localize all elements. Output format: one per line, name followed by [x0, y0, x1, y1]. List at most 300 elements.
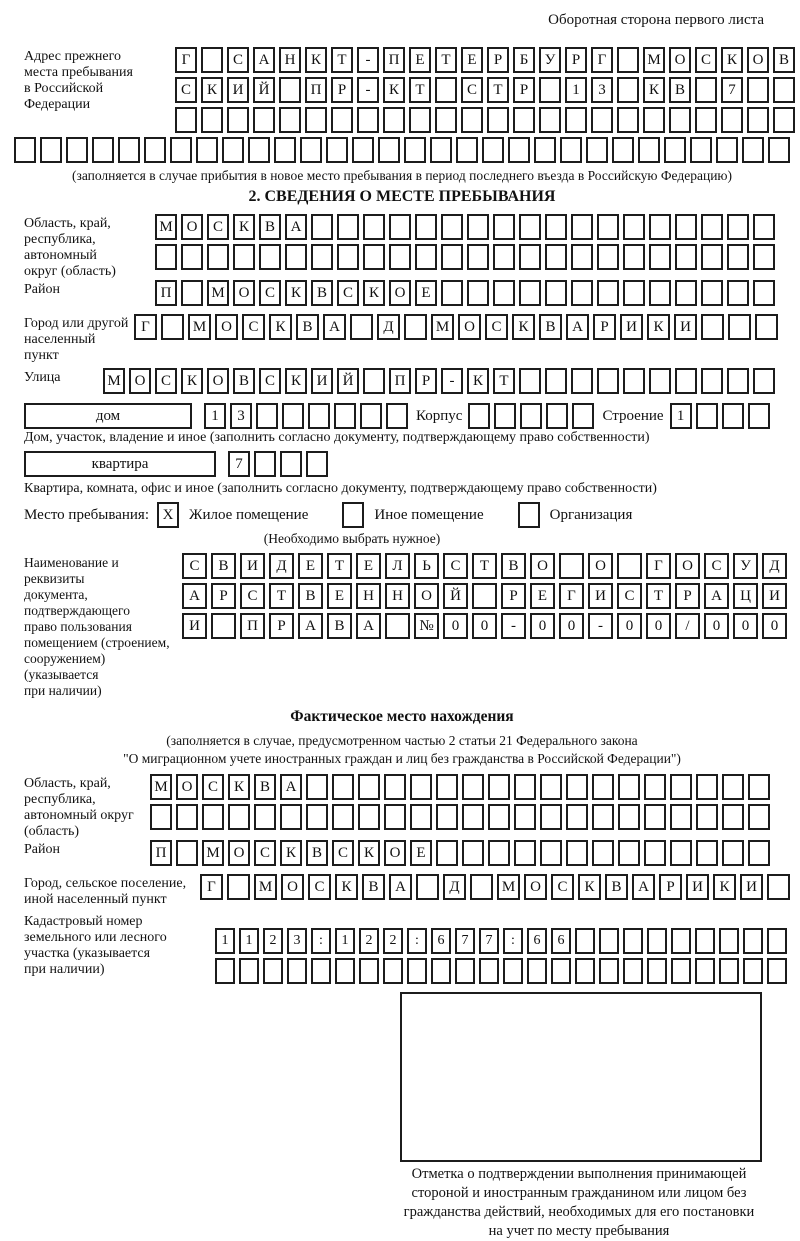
char-cell	[565, 107, 587, 133]
char-cell: 7	[479, 928, 499, 954]
char-cell	[207, 244, 229, 270]
char-cell	[696, 403, 718, 429]
char-cell: К	[363, 280, 385, 306]
char-cell	[92, 137, 114, 163]
char-cell	[436, 804, 458, 830]
char-cell	[753, 280, 775, 306]
char-cell	[308, 403, 330, 429]
char-cell: 1	[335, 928, 355, 954]
char-cell: В	[298, 583, 323, 609]
char-cell: 0	[472, 613, 497, 639]
document-label: Наименование и реквизиты документа, подтверждающего право пользования помещением (строением, сооружением) (указывается при наличии)	[24, 555, 170, 698]
char-cell: О	[747, 47, 769, 73]
char-cell: Г	[134, 314, 157, 340]
stamp-box	[400, 992, 762, 1162]
char-cell: В	[362, 874, 385, 900]
char-cell: С	[175, 77, 197, 103]
char-cell	[201, 107, 223, 133]
char-cell: С	[240, 583, 265, 609]
char-cell	[462, 774, 484, 800]
stay-type-note: (Необходимо выбрать нужное)	[263, 531, 441, 546]
char-cell	[280, 451, 302, 477]
region-block	[12, 214, 792, 280]
char-cell	[40, 137, 62, 163]
checkbox-residential: X	[157, 502, 179, 528]
char-cell: А	[285, 214, 307, 240]
char-cell: Р	[675, 583, 700, 609]
char-cell	[696, 804, 718, 830]
char-cell: О	[389, 280, 411, 306]
char-cell: -	[441, 368, 463, 394]
char-cell	[441, 214, 463, 240]
char-cell	[695, 107, 717, 133]
char-cell	[727, 280, 749, 306]
char-cell	[675, 214, 697, 240]
char-cell: М	[150, 774, 172, 800]
char-cell: В	[327, 613, 352, 639]
char-cell: П	[383, 47, 405, 73]
district-label: Район	[24, 282, 60, 297]
char-cell	[747, 77, 769, 103]
char-cell: М	[254, 874, 277, 900]
char-cell	[430, 137, 452, 163]
char-cell: М	[202, 840, 224, 866]
char-cell	[441, 244, 463, 270]
char-cell	[675, 368, 697, 394]
char-cell	[664, 137, 686, 163]
char-cell: 3	[287, 928, 307, 954]
char-cell	[435, 77, 457, 103]
char-cell: С	[617, 583, 642, 609]
char-cell: Е	[410, 840, 432, 866]
char-cell	[566, 774, 588, 800]
char-cell	[493, 244, 515, 270]
char-cell: /	[675, 613, 700, 639]
char-cell	[597, 214, 619, 240]
char-cell: Й	[443, 583, 468, 609]
char-cell	[575, 928, 595, 954]
char-row	[155, 214, 779, 240]
char-cell: №	[414, 613, 439, 639]
char-cell: Р	[565, 47, 587, 73]
char-cell	[513, 107, 535, 133]
char-cell	[695, 928, 715, 954]
char-cell: П	[150, 840, 172, 866]
char-cell	[671, 928, 691, 954]
cadastral-block	[12, 912, 792, 988]
option-label-residential: Жилое помещение	[189, 506, 309, 523]
char-cell	[623, 368, 645, 394]
char-cell	[560, 137, 582, 163]
char-cell	[279, 77, 301, 103]
char-cell	[545, 214, 567, 240]
char-cell: И	[686, 874, 709, 900]
char-cell: К	[269, 314, 292, 340]
char-cell	[767, 958, 787, 984]
char-cell: Р	[487, 47, 509, 73]
char-cell: О	[129, 368, 151, 394]
char-cell: Д	[443, 874, 466, 900]
char-cell: О	[384, 840, 406, 866]
char-cell: 0	[646, 613, 671, 639]
char-cell	[358, 804, 380, 830]
actual-location-title: Фактическое место нахождения	[290, 708, 514, 725]
prev-address-block	[12, 47, 792, 137]
apartment-caption: Квартира, комната, офис и иное (заполнить согласно документу, подтверждающему право собственности)	[24, 481, 657, 496]
char-cell	[155, 244, 177, 270]
char-cell	[753, 244, 775, 270]
char-cell: К	[721, 47, 743, 73]
char-cell	[743, 928, 763, 954]
char-cell: И	[182, 613, 207, 639]
char-cell	[300, 137, 322, 163]
char-cell: К	[285, 280, 307, 306]
char-cell: Ь	[414, 553, 439, 579]
char-cell: Д	[762, 553, 787, 579]
char-cell: М	[188, 314, 211, 340]
char-cell	[352, 137, 374, 163]
city-row	[12, 314, 792, 364]
char-cell	[623, 244, 645, 270]
street-label: Улица	[24, 370, 61, 385]
char-cell	[767, 874, 790, 900]
fact-region-label: Область, край, республика, автономный округ (область)	[24, 776, 134, 839]
char-cell	[618, 774, 640, 800]
char-cell	[215, 958, 235, 984]
char-cell: Р	[211, 583, 236, 609]
char-cell	[363, 214, 385, 240]
char-cell	[253, 107, 275, 133]
char-cell	[519, 244, 541, 270]
char-cell: О	[414, 583, 439, 609]
char-cell	[494, 403, 516, 429]
char-cell	[407, 958, 427, 984]
char-cell	[540, 774, 562, 800]
char-cell: Л	[385, 553, 410, 579]
char-cell	[649, 244, 671, 270]
char-cell	[350, 314, 373, 340]
char-cell: 0	[704, 613, 729, 639]
char-cell: О	[176, 774, 198, 800]
char-cell: К	[228, 774, 250, 800]
char-cell: Т	[493, 368, 515, 394]
section2-title: 2. СВЕДЕНИЯ О МЕСТЕ ПРЕБЫВАНИЯ	[248, 188, 556, 205]
char-cell: К	[643, 77, 665, 103]
char-cell	[623, 928, 643, 954]
char-cell	[467, 244, 489, 270]
char-cell	[618, 804, 640, 830]
char-cell: Г	[200, 874, 223, 900]
char-cell	[311, 958, 331, 984]
char-cell	[431, 958, 451, 984]
char-cell	[597, 280, 619, 306]
char-cell	[410, 774, 432, 800]
char-cell	[468, 403, 490, 429]
char-row	[670, 403, 774, 429]
char-cell: В	[539, 314, 562, 340]
char-cell	[753, 214, 775, 240]
char-cell	[493, 280, 515, 306]
char-cell	[359, 958, 379, 984]
char-cell: К	[383, 77, 405, 103]
char-cell	[363, 244, 385, 270]
char-cell	[170, 137, 192, 163]
char-cell: 1	[204, 403, 226, 429]
city-label: Город или другой населенный пункт	[24, 316, 129, 363]
char-cell	[248, 137, 270, 163]
char-cell	[675, 244, 697, 270]
char-cell: -	[357, 47, 379, 73]
char-cell	[467, 280, 489, 306]
stroenie-label: Строение	[602, 407, 664, 424]
char-cell: А	[280, 774, 302, 800]
char-cell	[721, 107, 743, 133]
char-cell: Е	[356, 553, 381, 579]
char-cell: Д	[377, 314, 400, 340]
char-cell: 1	[565, 77, 587, 103]
char-cell: 1	[215, 928, 235, 954]
char-cell	[389, 244, 411, 270]
char-cell	[311, 214, 333, 240]
char-cell	[280, 804, 302, 830]
char-cell: В	[605, 874, 628, 900]
char-cell: Т	[646, 583, 671, 609]
char-cell	[332, 774, 354, 800]
char-cell	[701, 280, 723, 306]
document-grid	[182, 553, 791, 643]
char-cell	[617, 77, 639, 103]
char-cell	[306, 451, 328, 477]
char-cell	[305, 107, 327, 133]
char-cell: Г	[591, 47, 613, 73]
char-cell	[716, 137, 738, 163]
char-cell	[282, 403, 304, 429]
char-cell	[383, 958, 403, 984]
char-cell: Е	[530, 583, 555, 609]
option-label-organization: Организация	[549, 506, 633, 523]
char-cell: П	[240, 613, 265, 639]
char-cell	[150, 804, 172, 830]
char-cell: К	[201, 77, 223, 103]
char-cell: Р	[513, 77, 535, 103]
char-cell: С	[485, 314, 508, 340]
checkbox-other-premises	[342, 502, 364, 528]
char-cell: С	[242, 314, 265, 340]
char-cell	[196, 137, 218, 163]
stay-type-row	[24, 502, 792, 528]
char-cell	[334, 403, 356, 429]
option-label-other-premises: Иное помещение	[374, 506, 484, 523]
char-cell	[566, 804, 588, 830]
char-cell	[176, 804, 198, 830]
char-cell	[753, 368, 775, 394]
char-cell	[623, 280, 645, 306]
char-cell: О	[588, 553, 613, 579]
char-cell	[456, 137, 478, 163]
stamp-caption: Отметка о подтверждении выполнения принимающей стороной и иностранным гражданином или лицом без гражданства действий, необходимых для его постановки на учет по месту пребывания	[403, 1166, 755, 1239]
char-cell	[728, 314, 751, 340]
char-cell	[767, 928, 787, 954]
char-cell	[274, 137, 296, 163]
char-cell	[462, 804, 484, 830]
char-row	[103, 368, 779, 394]
char-cell	[493, 214, 515, 240]
char-cell	[144, 137, 166, 163]
char-cell	[227, 107, 249, 133]
char-cell	[378, 137, 400, 163]
char-cell	[462, 840, 484, 866]
char-cell: О	[228, 840, 250, 866]
char-cell: С	[551, 874, 574, 900]
char-cell	[514, 804, 536, 830]
char-cell	[644, 774, 666, 800]
fact-region-grid	[150, 774, 774, 834]
char-cell	[488, 804, 510, 830]
char-cell	[357, 107, 379, 133]
char-cell	[748, 840, 770, 866]
char-cell	[638, 137, 660, 163]
char-cell	[332, 804, 354, 830]
char-cell: 1	[239, 928, 259, 954]
char-cell: Е	[415, 280, 437, 306]
char-cell	[254, 451, 276, 477]
char-cell: О	[281, 874, 304, 900]
char-cell: 6	[431, 928, 451, 954]
char-cell: К	[512, 314, 535, 340]
char-cell	[644, 840, 666, 866]
char-row	[468, 403, 598, 429]
char-cell: Т	[269, 583, 294, 609]
house-row	[24, 403, 792, 429]
char-cell: В	[669, 77, 691, 103]
char-cell: М	[497, 874, 520, 900]
char-cell	[695, 958, 715, 984]
char-cell	[176, 840, 198, 866]
char-cell: Р	[593, 314, 616, 340]
prev-address-grid	[175, 47, 799, 137]
char-cell: А	[389, 874, 412, 900]
char-cell	[527, 958, 547, 984]
char-cell: И	[588, 583, 613, 609]
char-cell: -	[588, 613, 613, 639]
char-cell	[545, 368, 567, 394]
char-cell: :	[407, 928, 427, 954]
char-cell: О	[181, 214, 203, 240]
char-cell: А	[253, 47, 275, 73]
char-cell	[279, 107, 301, 133]
char-row	[200, 874, 794, 900]
char-cell: М	[643, 47, 665, 73]
house-caption: Дом, участок, владение и иное (заполнить согласно документу, подтверждающему право собственности)	[24, 430, 650, 445]
char-cell: Б	[513, 47, 535, 73]
char-cell	[612, 137, 634, 163]
char-cell: С	[332, 840, 354, 866]
char-cell	[670, 774, 692, 800]
apartment-row	[24, 451, 792, 477]
char-cell	[617, 47, 639, 73]
char-cell: И	[674, 314, 697, 340]
char-cell	[335, 958, 355, 984]
char-cell	[202, 804, 224, 830]
fact-district-row	[12, 840, 792, 870]
char-cell: Е	[298, 553, 323, 579]
char-cell: Й	[337, 368, 359, 394]
char-cell	[617, 553, 642, 579]
char-cell: В	[211, 553, 236, 579]
char-cell: С	[308, 874, 331, 900]
char-cell	[487, 107, 509, 133]
char-row	[182, 553, 791, 579]
char-cell: В	[259, 214, 281, 240]
char-row	[204, 403, 412, 429]
char-row-full-width	[14, 137, 792, 163]
char-cell: 7	[721, 77, 743, 103]
char-cell	[701, 314, 724, 340]
char-cell: Р	[415, 368, 437, 394]
char-cell	[514, 840, 536, 866]
char-cell	[722, 804, 744, 830]
char-cell: В	[311, 280, 333, 306]
char-cell	[597, 244, 619, 270]
char-cell	[701, 368, 723, 394]
char-cell	[592, 804, 614, 830]
char-cell	[306, 804, 328, 830]
char-cell: 2	[263, 928, 283, 954]
char-cell	[571, 244, 593, 270]
char-cell	[748, 403, 770, 429]
char-cell: Т	[409, 77, 431, 103]
char-cell: К	[181, 368, 203, 394]
fact-city-label: Город, сельское поселение, иной населенный пункт	[24, 876, 187, 907]
char-cell: 3	[591, 77, 613, 103]
char-cell: К	[280, 840, 302, 866]
char-cell	[404, 137, 426, 163]
char-cell	[520, 403, 542, 429]
char-cell	[254, 804, 276, 830]
char-cell: Т	[331, 47, 353, 73]
char-cell: Н	[279, 47, 301, 73]
char-cell	[546, 403, 568, 429]
char-cell: А	[704, 583, 729, 609]
char-cell: А	[323, 314, 346, 340]
char-cell	[416, 874, 439, 900]
char-cell	[539, 77, 561, 103]
char-cell	[404, 314, 427, 340]
char-cell	[719, 958, 739, 984]
actual-location-note-line2: "О миграционном учете иностранных граждан и лиц без гражданства в Российской Федерации")	[123, 751, 681, 766]
char-row	[215, 958, 791, 984]
char-cell	[696, 774, 718, 800]
char-cell	[572, 403, 594, 429]
char-cell	[575, 958, 595, 984]
char-cell: К	[647, 314, 670, 340]
char-cell: И	[227, 77, 249, 103]
char-cell: А	[356, 613, 381, 639]
region-label: Область, край, республика, автономный округ (область)	[24, 216, 116, 279]
char-cell	[306, 774, 328, 800]
char-cell	[66, 137, 88, 163]
char-row	[150, 804, 774, 830]
char-cell: В	[306, 840, 328, 866]
char-cell: Н	[356, 583, 381, 609]
char-cell	[461, 107, 483, 133]
char-cell: 1	[670, 403, 692, 429]
char-cell	[239, 958, 259, 984]
char-cell: У	[539, 47, 561, 73]
char-cell: С	[259, 280, 281, 306]
char-cell	[586, 137, 608, 163]
char-cell: 6	[527, 928, 547, 954]
